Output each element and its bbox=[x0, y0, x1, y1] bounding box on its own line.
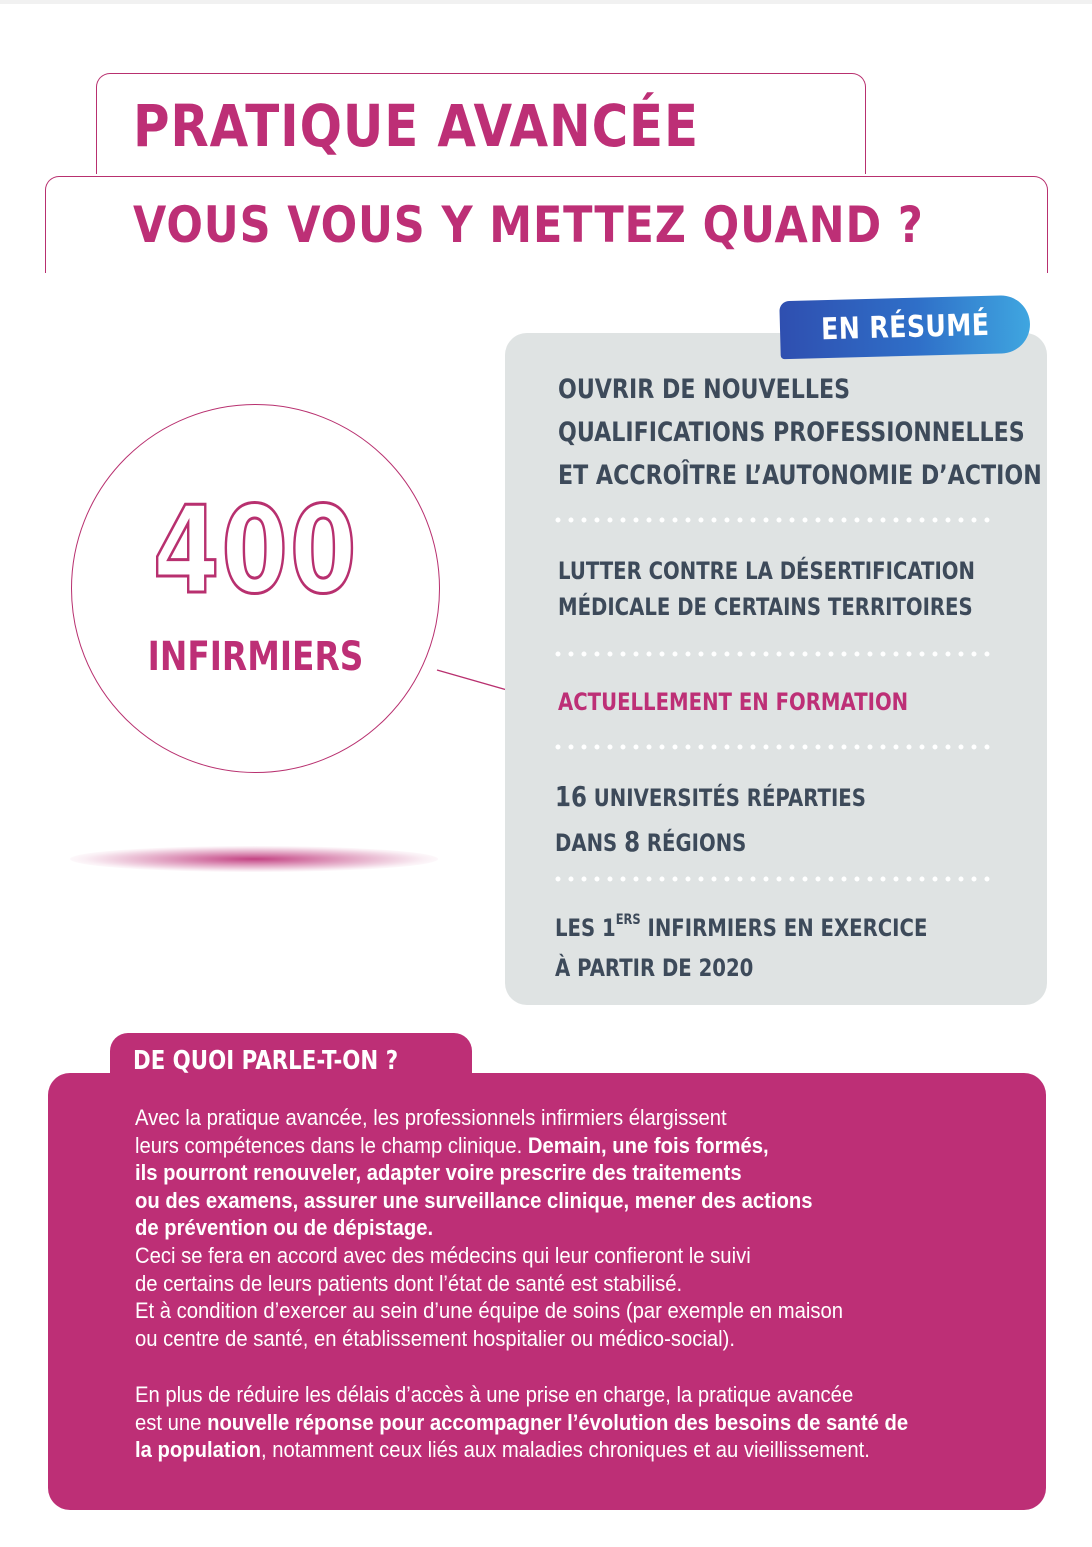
description-paragraph-2: En plus de réduire les délais d’accès à une prise en charge, la pratique avancée est une nouvelle réponse pour accompagner l’évolution des besoins de santé de la population, notamment ceux liés aux maladies chroniques et au vieillissement. bbox=[135, 1382, 909, 1463]
dotted-divider bbox=[555, 651, 991, 657]
highlight-number: 400 bbox=[152, 482, 359, 621]
page-subtitle: VOUS VOUS Y METTEZ QUAND ? bbox=[133, 196, 924, 254]
page-title: PRATIQUE AVANCÉE bbox=[133, 92, 699, 160]
summary-item-desertification: LUTTER CONTRE LA DÉSERTIFICATION MÉDICALE DE CERTAINS TERRITOIRES bbox=[558, 557, 975, 621]
circle-shadow bbox=[70, 846, 438, 872]
summary-badge bbox=[779, 295, 1030, 360]
dotted-divider bbox=[555, 744, 991, 750]
summary-badge-label: EN RÉSUMÉ bbox=[820, 307, 990, 347]
summary-item-qualifications: OUVRIR DE NOUVELLES QUALIFICATIONS PROFESSIONNELLES ET ACCROÎTRE L’AUTONOMIE D’ACTION bbox=[558, 374, 1042, 491]
section-heading: DE QUOI PARLE-T-ON ? bbox=[133, 1046, 399, 1076]
dotted-divider bbox=[555, 517, 991, 523]
summary-item-universites: 16 UNIVERSITÉS RÉPARTIES DANS 8 RÉGIONS bbox=[555, 780, 866, 858]
dotted-divider bbox=[555, 876, 991, 882]
summary-item-exercice: LES 1ERS INFIRMIERS EN EXERCICE À PARTIR DE 2020 bbox=[555, 912, 928, 982]
description-paragraph-1: Avec la pratique avancée, les professionnels infirmiers élargissent leurs compétences dans le champ clinique. Demain, une fois formés, ils pourront renouveler, adapter voire prescrire des traitements ou des examens, assurer une surveillance clinique, mener des actions de prévention ou de dépistage. Ceci se fera en accord avec des médecins qui leur confieront le suivi de certains de leurs patients dont l’état de santé est stabilisé. Et à condition d’exercer au sein d’une équipe de soins (par exemple en maison ou centre de santé, en établissement hospitalier ou médico-social). bbox=[135, 1105, 844, 1351]
highlight-unit: INFIRMIERS bbox=[147, 634, 364, 680]
summary-item-formation: ACTUELLEMENT EN FORMATION bbox=[558, 688, 909, 716]
